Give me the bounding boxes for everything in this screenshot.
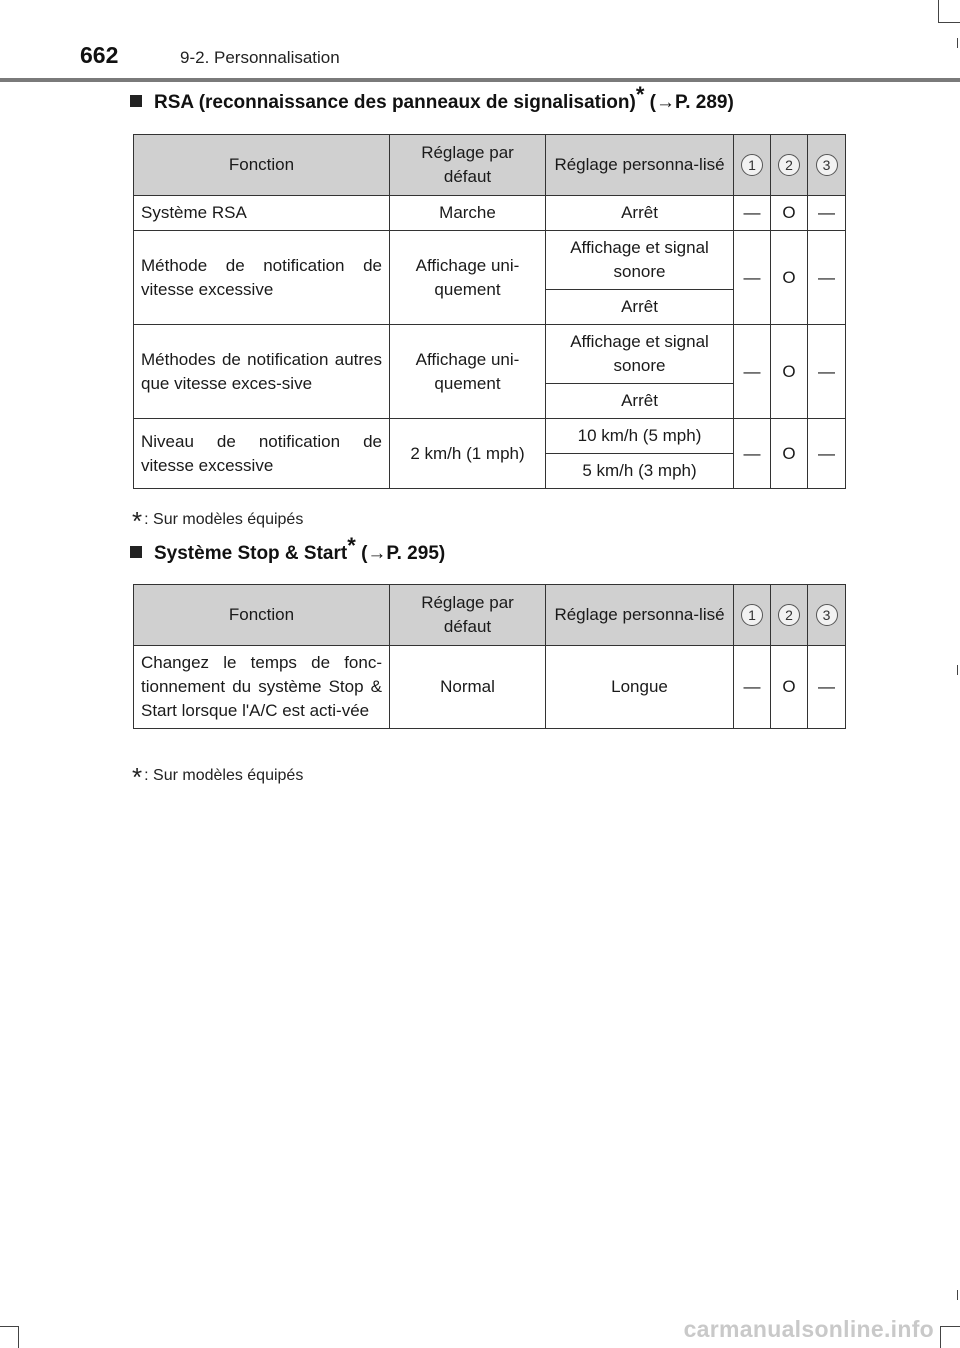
circled-1-icon: 1 (741, 154, 763, 176)
settings-table-stop-start (133, 584, 846, 729)
header-col-2 (771, 135, 808, 196)
cell-mark-2: O (771, 196, 808, 231)
square-bullet-icon (130, 546, 142, 558)
table-row (134, 325, 846, 384)
cell-mark-2: O (771, 231, 808, 325)
header-col-1 (734, 135, 771, 196)
header-custom: Réglage personna-lisé (546, 585, 734, 646)
table-row (134, 419, 846, 454)
cell-mark-3: — (808, 231, 846, 325)
settings-table-rsa (133, 134, 846, 489)
page-number: 662 (80, 42, 119, 68)
chapter-title: 9-2. Personnalisation (180, 48, 340, 67)
crop-mark (957, 38, 958, 48)
header-rule (0, 78, 960, 82)
asterisk: * (132, 506, 143, 536)
cell-fonction: Système RSA (134, 196, 390, 231)
cell-default: Affichage uni-quement (390, 325, 546, 419)
crop-mark (940, 1326, 960, 1327)
cell-fonction: Niveau de notification de vitesse excessive (134, 419, 390, 489)
circled-3-icon: 3 (816, 604, 838, 626)
cell-mark-2: O (771, 325, 808, 419)
cell-mark-2: O (771, 419, 808, 489)
cell-fonction: Méthode de notification de vitesse excessive (134, 231, 390, 325)
cell-mark-1: — (734, 196, 771, 231)
cell-fonction: Changez le temps de fonc-tionnement du système Stop & Start lorsque l'A/C est acti-vée (134, 646, 390, 729)
cell-default: Marche (390, 196, 546, 231)
cell-mark-1: — (734, 325, 771, 419)
crop-mark (0, 1326, 18, 1327)
watermark: carmanualsonline.info (683, 1316, 934, 1342)
table-row (134, 231, 846, 290)
header-default: Réglage par défaut (390, 135, 546, 196)
section-heading-rsa (130, 82, 734, 114)
header-custom: Réglage personna-lisé (546, 135, 734, 196)
cell-mark-2: O (771, 646, 808, 729)
cell-mark-1: — (734, 231, 771, 325)
cell-mark-1: — (734, 419, 771, 489)
cell-custom: Arrêt (546, 384, 734, 419)
header-col-1 (734, 585, 771, 646)
header-col-2 (771, 585, 808, 646)
square-bullet-icon (130, 95, 142, 107)
table-row (134, 196, 846, 231)
cell-custom: 10 km/h (5 mph) (546, 419, 734, 454)
cell-custom: Affichage et signal sonore (546, 325, 734, 384)
crop-mark (957, 665, 958, 675)
header-fonction: Fonction (134, 135, 390, 196)
cell-mark-3: — (808, 196, 846, 231)
page-reference[interactable]: (→P. 295) (361, 543, 446, 564)
circled-3-icon: 3 (816, 154, 838, 176)
footnote-text: : Sur modèles équipés (144, 767, 304, 784)
cell-custom: Arrêt (546, 196, 734, 231)
cell-mark-1: — (734, 646, 771, 729)
section-heading-stop-start (130, 533, 446, 565)
header-col-3 (808, 585, 846, 646)
section-title: RSA (reconnaissance des panneaux de signalisation) (154, 92, 636, 113)
footnote-rsa (132, 506, 303, 537)
footnote-stop-start (132, 762, 303, 793)
table-header-row (134, 135, 846, 196)
circled-2-icon: 2 (778, 604, 800, 626)
header-fonction: Fonction (134, 585, 390, 646)
table-row (134, 646, 846, 729)
circled-1-icon: 1 (741, 604, 763, 626)
footnote-text: : Sur modèles équipés (144, 511, 304, 528)
header-col-3 (808, 135, 846, 196)
cell-mark-3: — (808, 646, 846, 729)
cell-custom: Longue (546, 646, 734, 729)
crop-mark (938, 0, 939, 22)
cell-custom: 5 km/h (3 mph) (546, 454, 734, 489)
cell-default: 2 km/h (1 mph) (390, 419, 546, 489)
header-default: Réglage par défaut (390, 585, 546, 646)
asterisk: * (132, 762, 143, 792)
crop-mark (938, 22, 960, 23)
crop-mark (940, 1326, 941, 1348)
circled-2-icon: 2 (778, 154, 800, 176)
cell-custom: Affichage et signal sonore (546, 231, 734, 290)
cell-mark-3: — (808, 325, 846, 419)
cell-mark-3: — (808, 419, 846, 489)
asterisk: * (635, 82, 645, 107)
cell-fonction: Méthodes de notification autres que vitesse exces-sive (134, 325, 390, 419)
crop-mark (957, 1290, 958, 1300)
page-reference[interactable]: (→P. 289) (649, 92, 734, 113)
asterisk: * (347, 533, 356, 558)
table-header-row (134, 585, 846, 646)
section-title: Système Stop & Start (154, 543, 348, 564)
cell-default: Affichage uni-quement (390, 231, 546, 325)
crop-mark (18, 1326, 19, 1348)
cell-default: Normal (390, 646, 546, 729)
cell-custom: Arrêt (546, 290, 734, 325)
